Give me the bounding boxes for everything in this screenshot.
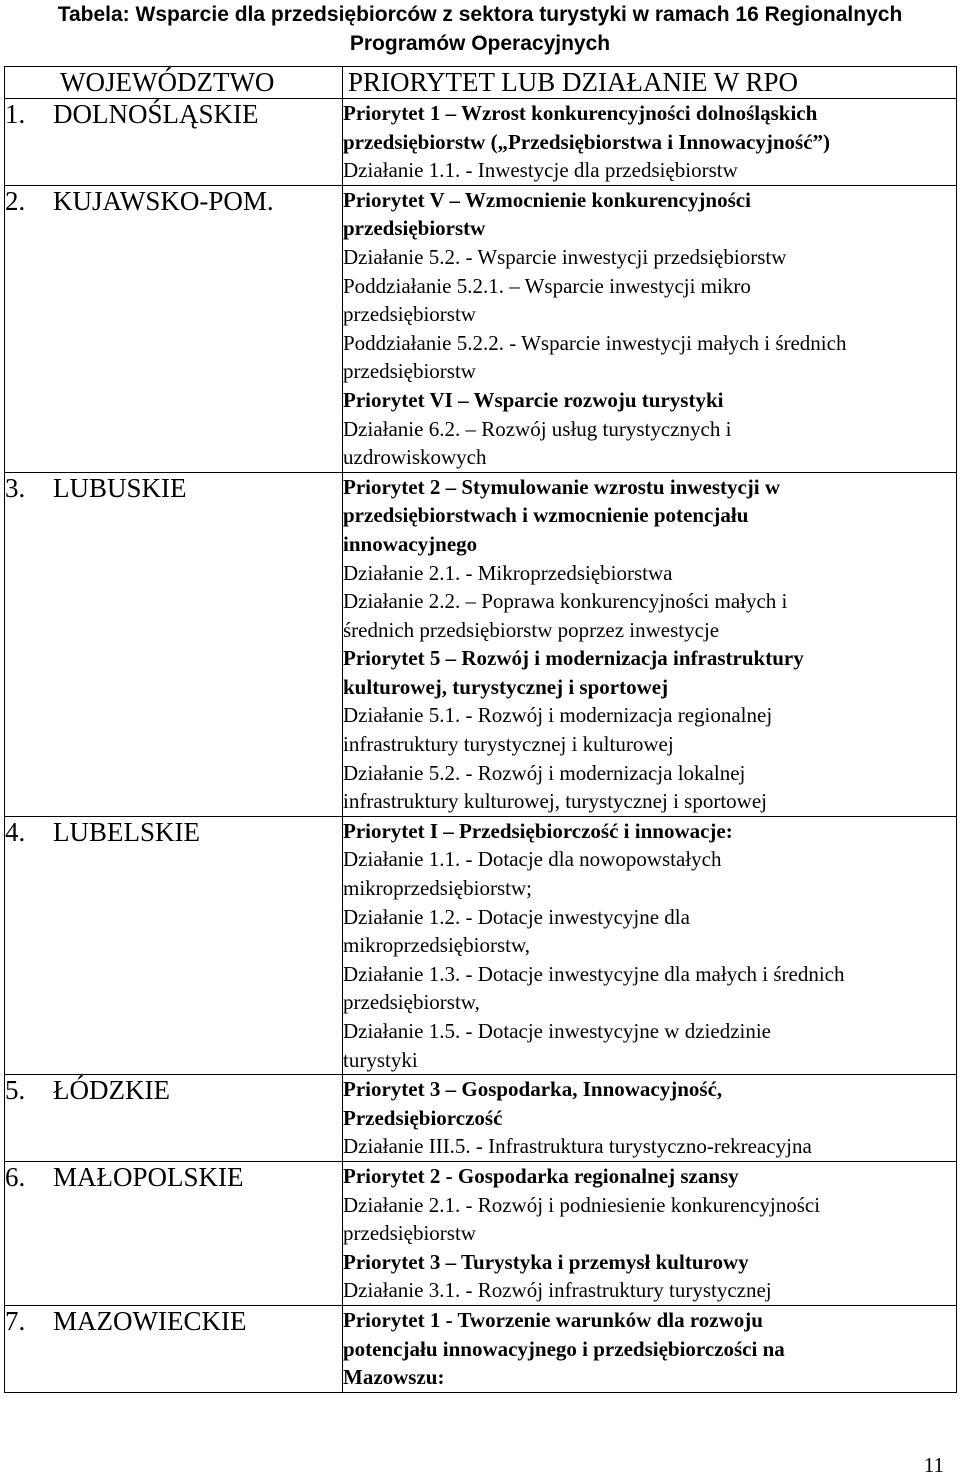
action-line: Działanie 1.1. - Inwestycje dla przedsiębiorstw <box>343 158 738 183</box>
region-name: LUBELSKIE <box>53 816 200 847</box>
page-number: 11 <box>923 1453 944 1477</box>
row-number: 1. <box>5 99 26 129</box>
priority-line: Priorytet 5 – Rozwój i modernizacja infrastruktury <box>343 646 804 671</box>
rpo-support-table <box>4 66 957 1393</box>
action-line: Działanie 5.2. - Rozwój i modernizacja lokalnej <box>343 760 746 785</box>
region-cell <box>5 472 343 816</box>
priority-line: Priorytet 2 – Stymulowanie wzrostu inwestycji w <box>343 474 781 499</box>
row-number: 7. <box>5 1305 26 1336</box>
priority-line: Priorytet 3 – Gospodarka, Innowacyjność, <box>343 1077 723 1102</box>
region-name: LUBUSKIE <box>53 472 187 503</box>
priority-line: Priorytet 3 – Turystyka i przemysł kulturowy <box>343 1249 749 1274</box>
region-name: KUJAWSKO-POM. <box>53 185 274 216</box>
table-header-row <box>5 67 957 99</box>
priority-cell <box>343 1161 957 1305</box>
document-title <box>0 0 960 58</box>
row-number: 4. <box>5 816 26 847</box>
region-name: DOLNOŚLĄSKIE <box>53 99 259 129</box>
priority-line: przedsiębiorstw <box>343 216 486 241</box>
action-line: mikroprzedsiębiorstw, <box>343 933 531 958</box>
action-line: Poddziałanie 5.2.1. – Wsparcie inwestycji mikro <box>343 273 751 298</box>
action-line: Działanie 6.2. – Rozwój usług turystycznych i <box>343 416 732 441</box>
priority-line: Priorytet 2 - Gospodarka regionalnej szansy <box>343 1163 739 1188</box>
action-line: mikroprzedsiębiorstw; <box>343 876 532 901</box>
region-cell <box>5 816 343 1074</box>
priority-cell <box>343 1075 957 1162</box>
action-line: Działanie 1.1. - Dotacje dla nowopowstałych <box>343 847 722 872</box>
priority-cell <box>343 185 957 472</box>
action-line: Działanie 2.1. - Rozwój i podniesienie konkurencyjności <box>343 1192 821 1217</box>
action-line: infrastruktury kulturowej, turystycznej i sportowej <box>343 789 767 814</box>
row-number: 5. <box>5 1075 26 1106</box>
table-row <box>5 1075 957 1162</box>
row-number: 6. <box>5 1161 26 1192</box>
action-line: Działanie 2.1. - Mikroprzedsiębiorstwa <box>343 560 673 585</box>
action-line: Działanie 3.1. - Rozwój infrastruktury turystycznej <box>343 1278 772 1303</box>
priority-line: potencjału innowacyjnego i przedsiębiorczości na <box>343 1336 785 1361</box>
action-line: przedsiębiorstw <box>343 302 476 327</box>
action-line: Działanie 1.2. - Dotacje inwestycyjne dla <box>343 904 690 929</box>
priority-line: Przedsiębiorczość <box>343 1105 503 1130</box>
region-cell <box>5 1075 343 1162</box>
priority-line: innowacyjnego <box>343 531 478 556</box>
priority-cell <box>343 1305 957 1392</box>
action-line: uzdrowiskowych <box>343 445 487 470</box>
table-row <box>5 1305 957 1392</box>
table-row <box>5 185 957 472</box>
region-name: MAŁOPOLSKIE <box>53 1161 244 1192</box>
action-line: Poddziałanie 5.2.2. - Wsparcie inwestycji małych i średnich <box>343 330 847 355</box>
priority-line: Priorytet VI – Wsparcie rozwoju turystyki <box>343 387 724 412</box>
row-number: 3. <box>5 472 26 503</box>
priority-line: przedsiębiorstw („Przedsiębiorstwa i Innowacyjność”) <box>343 129 831 154</box>
action-line: Działanie 5.1. - Rozwój i modernizacja regionalnej <box>343 703 773 728</box>
priority-line: przedsiębiorstwach i wzmocnienie potencjału <box>343 503 749 528</box>
region-cell <box>5 1161 343 1305</box>
priority-cell <box>343 99 957 186</box>
action-line: Działanie 2.2. – Poprawa konkurencyjności małych i <box>343 589 788 614</box>
region-cell <box>5 99 343 186</box>
priority-line: Priorytet 1 – Wzrost konkurencyjności dolnośląskich <box>343 101 818 125</box>
region-cell <box>5 1305 343 1392</box>
region-name: ŁÓDZKIE <box>53 1075 170 1106</box>
priority-line: Priorytet 1 - Tworzenie warunków dla rozwoju <box>343 1307 763 1332</box>
action-line: średnich przedsiębiorstw poprzez inwestycje <box>343 617 720 642</box>
action-line: Działanie 5.2. - Wsparcie inwestycji przedsiębiorstw <box>343 244 787 269</box>
priority-line: Priorytet I – Przedsiębiorczość i innowacje: <box>343 818 733 843</box>
region-cell <box>5 185 343 472</box>
table-row <box>5 816 957 1074</box>
table-row <box>5 99 957 186</box>
action-line: przedsiębiorstw, <box>343 990 480 1015</box>
title-line-1: Tabela: Wsparcie dla przedsiębiorców z sektora turystyki w ramach 16 Regionalnych <box>57 3 903 26</box>
action-line: Działanie III.5. - Infrastruktura turystyczno-rekreacyjna <box>343 1134 812 1159</box>
header-priority: PRIORYTET LUB DZIAŁANIE W RPO <box>343 67 957 99</box>
action-line: Działanie 1.3. - Dotacje inwestycyjne dla małych i średnich <box>343 961 845 986</box>
priority-cell <box>343 472 957 816</box>
priority-line: kulturowej, turystycznej i sportowej <box>343 674 669 699</box>
row-number: 2. <box>5 185 26 216</box>
action-line: turystyki <box>343 1047 418 1072</box>
table-row <box>5 472 957 816</box>
header-region: WOJEWÓDZTWO <box>5 67 343 99</box>
action-line: Działanie 1.5. - Dotacje inwestycyjne w dziedzinie <box>343 1019 771 1043</box>
table-row <box>5 1161 957 1305</box>
region-name: MAZOWIECKIE <box>53 1305 247 1336</box>
priority-line: Priorytet V – Wzmocnienie konkurencyjności <box>343 187 751 212</box>
priority-line: Mazowszu: <box>343 1365 445 1390</box>
priority-cell <box>343 816 957 1074</box>
action-line: przedsiębiorstw <box>343 359 476 384</box>
action-line: przedsiębiorstw <box>343 1221 476 1246</box>
action-line: infrastruktury turystycznej i kulturowej <box>343 732 674 757</box>
title-line-2: Programów Operacyjnych <box>349 32 611 55</box>
